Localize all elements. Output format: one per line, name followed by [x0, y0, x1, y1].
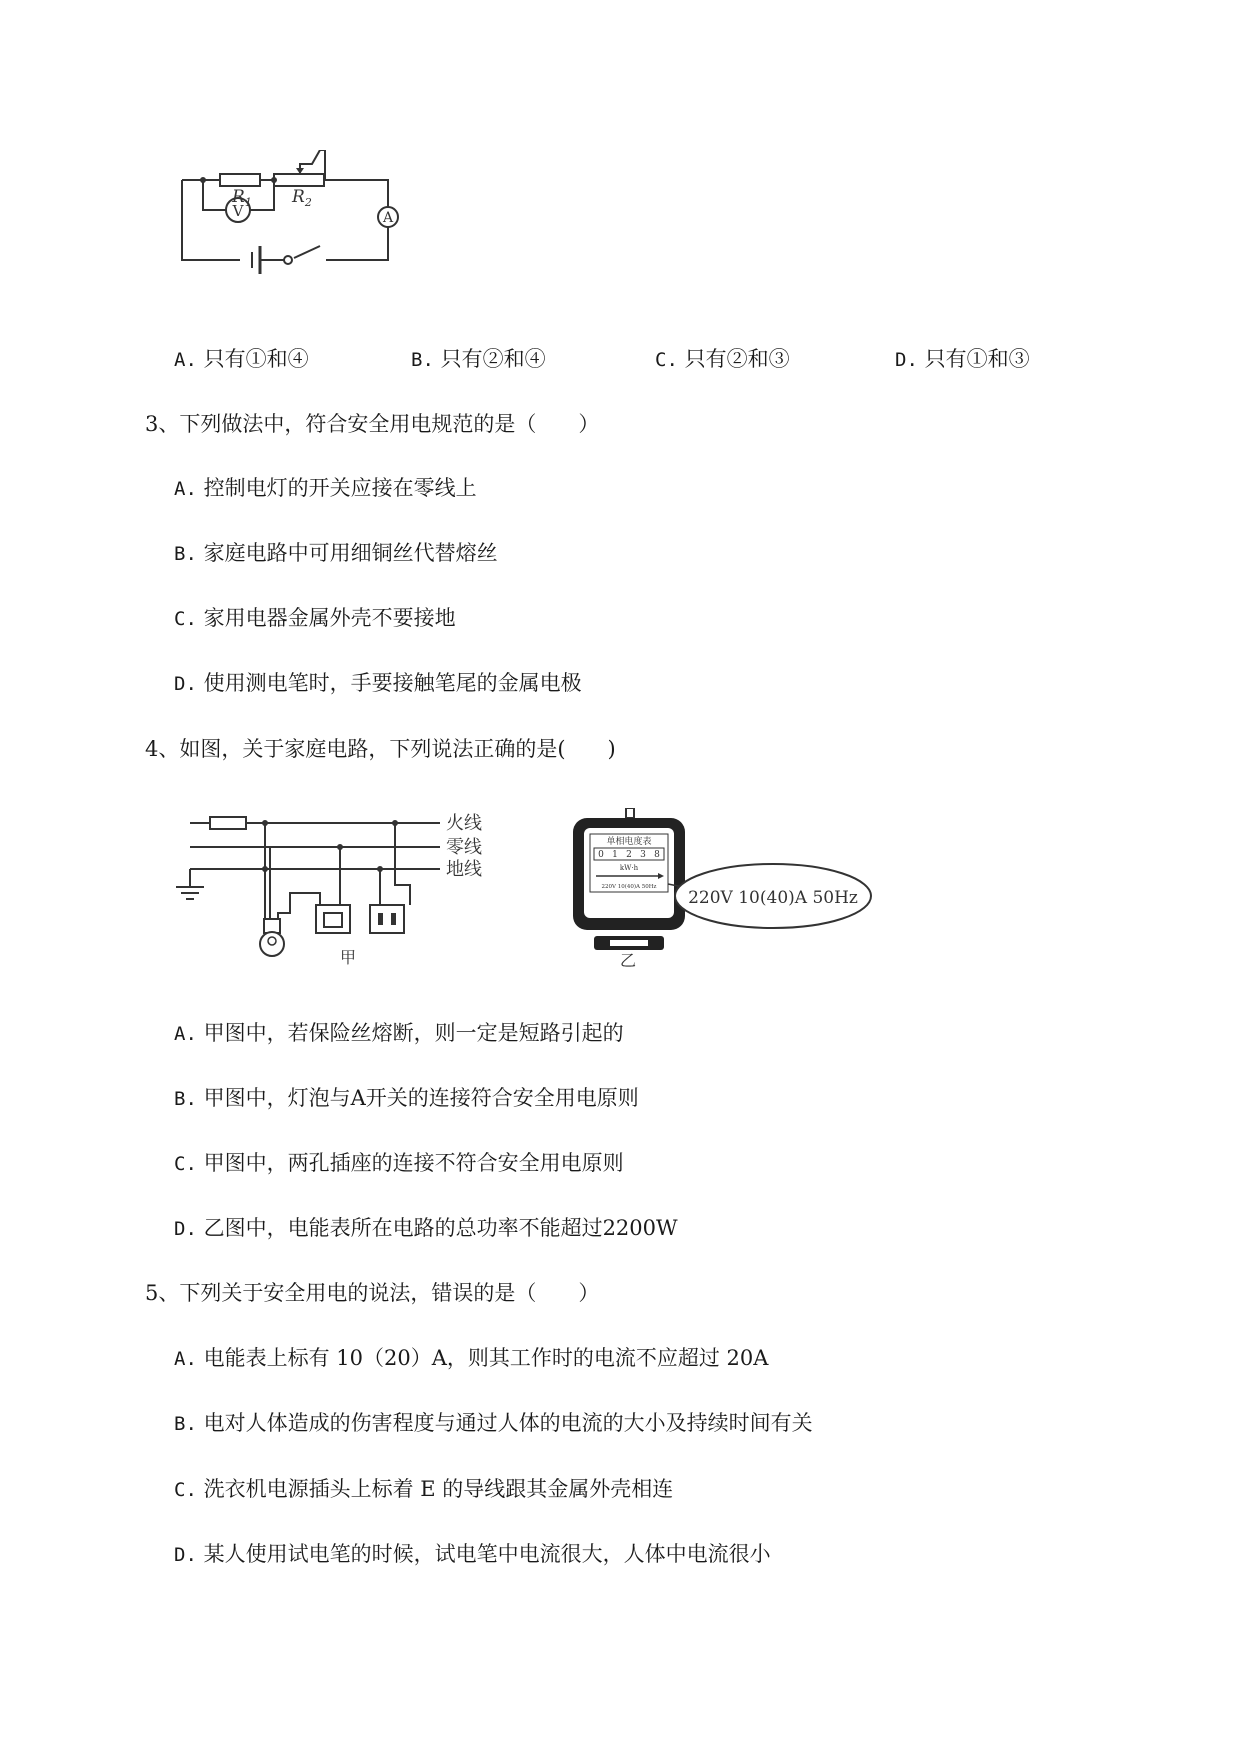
- q3-option-a[interactable]: A. 控制电灯的开关应接在零线上: [174, 476, 477, 500]
- meter-unit: kW·h: [619, 864, 639, 872]
- electricity-meter-figure: [570, 808, 875, 970]
- meter-title: 单相电度表: [606, 837, 652, 847]
- q4-option-c[interactable]: C. 甲图中，两孔插座的连接不符合安全用电原则: [174, 1151, 624, 1175]
- q4-option-a[interactable]: A. 甲图中，若保险丝熔断，则一定是短路引起的: [174, 1021, 624, 1045]
- voltmeter-label: V: [232, 202, 244, 220]
- meter-digit: 1: [612, 850, 618, 860]
- household-circuit-figure: [170, 805, 520, 970]
- q2-option-d[interactable]: D. 只有①和③: [895, 347, 1030, 371]
- ground-wire-label: 地线: [446, 859, 482, 880]
- neutral-wire-label: 零线: [446, 837, 482, 858]
- meter-callout: 220V 10(40)A 50Hz: [688, 888, 858, 908]
- q3-option-d[interactable]: D. 使用测电笔时，手要接触笔尾的金属电极: [174, 671, 582, 695]
- q5-option-d[interactable]: D. 某人使用试电笔的时候，试电笔中电流很大，人体中电流很小: [174, 1542, 771, 1566]
- q5-option-b[interactable]: B. 电对人体造成的伤害程度与通过人体的电流的大小及持续时间有关: [174, 1411, 813, 1435]
- meter-plate: 220V 10(40)A 50Hz: [601, 884, 657, 890]
- live-wire-label: 火线: [446, 813, 482, 834]
- meter-digit: 8: [654, 850, 660, 860]
- q5-option-a[interactable]: A. 电能表上标有 10（20）A，则其工作时的电流不应超过 20A: [174, 1346, 769, 1370]
- r1-glyph: $R_1$: [232, 187, 252, 209]
- r2-glyph: $R_2$: [292, 187, 312, 209]
- q4-stem: 4、如图，关于家庭电路，下列说法正确的是( ): [145, 737, 616, 761]
- jia-label: 甲: [340, 948, 357, 967]
- q4-option-d[interactable]: D. 乙图中，电能表所在电路的总功率不能超过2200W: [174, 1216, 678, 1240]
- ammeter-label: A: [382, 210, 394, 226]
- q2-option-a[interactable]: A. 只有①和④: [174, 347, 309, 371]
- q3-stem: 3、下列做法中，符合安全用电规范的是（ ）: [145, 412, 600, 436]
- q4-option-b[interactable]: B. 甲图中，灯泡与A开关的连接符合安全用电原则: [174, 1086, 639, 1110]
- meter-digit: 3: [640, 850, 646, 860]
- q3-option-c[interactable]: C. 家用电器金属外壳不要接地: [174, 606, 456, 630]
- q5-option-c[interactable]: C. 洗衣机电源插头上标着 E 的导线跟其金属外壳相连: [174, 1477, 674, 1501]
- q2-option-b[interactable]: B. 只有②和④: [411, 347, 546, 371]
- yi-label: 乙: [620, 951, 637, 970]
- q3-option-b[interactable]: B. 家庭电路中可用细铜丝代替熔丝: [174, 541, 498, 565]
- q2-option-c[interactable]: C. 只有②和③: [655, 347, 790, 371]
- meter-digit: 2: [626, 850, 632, 860]
- circuit-diagram: [170, 150, 410, 310]
- meter-digit: 0: [598, 850, 604, 860]
- q5-stem: 5、下列关于安全用电的说法，错误的是（ ）: [145, 1281, 600, 1305]
